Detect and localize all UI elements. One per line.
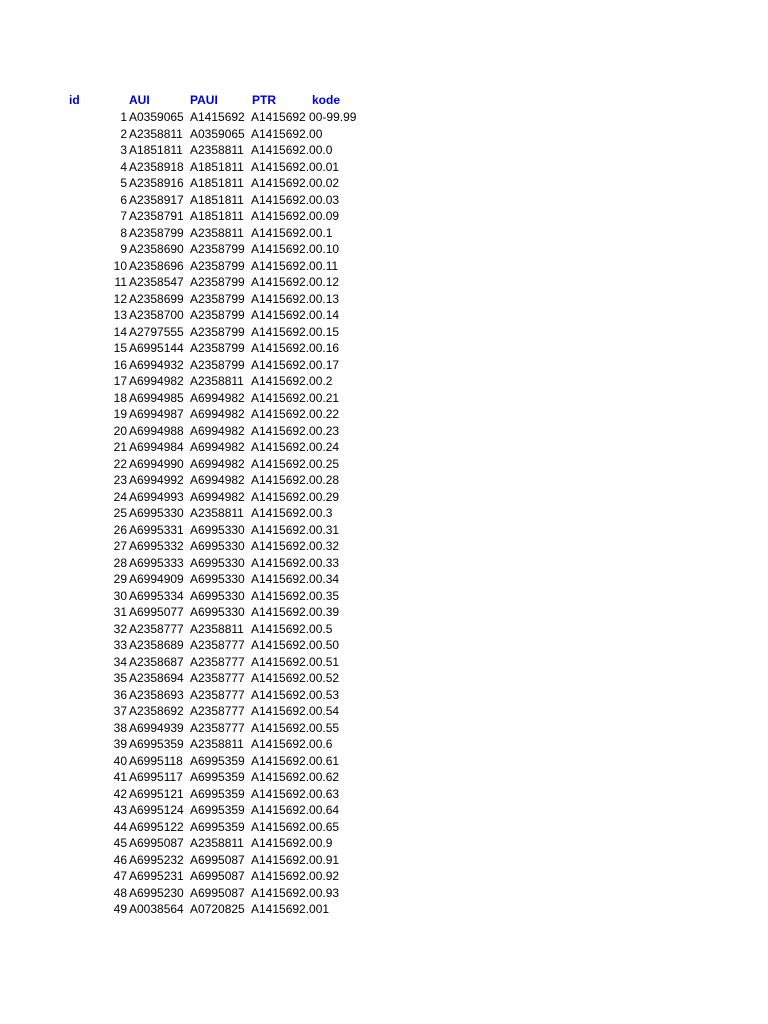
cell-ptr-kode: A1415692.00.39: [251, 605, 340, 619]
cell-ptr-kode: A1415692.00.25: [251, 456, 340, 471]
cell-paui: A2358777: [190, 654, 245, 669]
cell-id: 41: [113, 770, 127, 784]
cell-ptr-kode: A1415692.00.11: [251, 258, 339, 273]
cell-ptr-kode: A1415692.00.32: [251, 539, 340, 553]
cell-ptr-kode: A1415692.00.34: [251, 572, 340, 586]
cell-aui: A2358791: [129, 209, 184, 223]
table-row: [0, 291, 768, 308]
cell-aui: A6995124: [129, 803, 184, 817]
cell-id: 17: [113, 374, 127, 388]
cell-aui: A6994992: [129, 473, 184, 487]
cell-aui: A0359065: [129, 110, 184, 124]
cell-aui: A6995332: [129, 539, 184, 553]
cell-id: 30: [113, 588, 127, 603]
cell-ptr-kode: A1415692.00.92: [251, 869, 340, 883]
cell-paui: A2358799: [190, 258, 245, 273]
table-row: [0, 390, 768, 407]
cell-paui: A2358799: [190, 291, 245, 306]
table-row: [0, 340, 768, 357]
cell-paui: A6994982: [190, 407, 245, 421]
cell-paui: A6994982: [190, 423, 245, 438]
cell-aui: A2358799: [129, 225, 184, 240]
cell-aui: A2358916: [129, 176, 184, 190]
cell-ptr-kode: A1415692.00.12: [251, 275, 340, 289]
cell-ptr-kode: A1415692.00: [251, 126, 323, 141]
table-row: [0, 720, 768, 737]
cell-paui: A6994982: [190, 473, 245, 487]
table-row: [0, 604, 768, 621]
cell-paui: A2358799: [190, 242, 245, 256]
cell-paui: A6995359: [190, 819, 245, 834]
cell-ptr-kode: A1415692.00.2: [251, 374, 333, 388]
cell-aui: A6995230: [129, 885, 184, 900]
cell-id: 19: [113, 407, 127, 421]
cell-aui: A6994993: [129, 489, 184, 504]
cell-aui: A6994909: [129, 572, 184, 586]
cell-aui: A6994987: [129, 407, 184, 421]
cell-aui: A6995087: [129, 836, 184, 850]
table-row: [0, 456, 768, 473]
cell-paui: A6995087: [190, 885, 245, 900]
cell-paui: A2358811: [190, 836, 244, 850]
cell-id: 29: [113, 572, 127, 586]
cell-ptr-kode: A1415692.00.0: [251, 143, 333, 157]
cell-paui: A6995330: [190, 605, 245, 619]
cell-ptr-kode: A1415692.00.1: [251, 225, 333, 240]
cell-ptr-kode: A1415692.00.31: [251, 522, 340, 537]
cell-id: 7: [120, 209, 127, 223]
cell-aui: A2797555: [129, 324, 184, 339]
table-row: [0, 802, 768, 819]
cell-id: 23: [113, 473, 127, 487]
cell-aui: A0038564: [129, 902, 184, 916]
cell-id: 4: [120, 159, 127, 174]
cell-ptr-kode: A1415692.00.54: [251, 704, 340, 718]
table-row: [0, 769, 768, 786]
cell-paui: A6995359: [190, 753, 245, 768]
cell-aui: A2358699: [129, 291, 184, 306]
cell-id: 32: [113, 621, 127, 636]
table-row: [0, 126, 768, 143]
cell-aui: A6995118: [129, 753, 183, 768]
table-row: [0, 423, 768, 440]
table-row: [0, 637, 768, 654]
cell-ptr-kode: A1415692.00.5: [251, 621, 333, 636]
cell-paui: A6994982: [190, 456, 245, 471]
table-row: [0, 373, 768, 390]
cell-aui: A2358689: [129, 638, 184, 652]
table-row: [0, 555, 768, 572]
cell-paui: A2358811: [190, 225, 244, 240]
cell-ptr-kode: A1415692.00.63: [251, 786, 340, 801]
cell-paui: A6995359: [190, 786, 245, 801]
cell-aui: A6995359: [129, 737, 184, 751]
cell-id: 48: [113, 885, 127, 900]
cell-id: 31: [113, 605, 127, 619]
cell-paui: A1851811: [190, 176, 244, 190]
cell-id: 35: [113, 671, 127, 685]
cell-ptr-kode: A1415692.00.23: [251, 423, 340, 438]
cell-ptr-kode: A1415692.00.13: [251, 291, 340, 306]
cell-paui: A6995359: [190, 803, 245, 817]
table-row: [0, 885, 768, 902]
cell-ptr-kode: A1415692.00.02: [251, 176, 340, 190]
cell-ptr-kode: A1415692.00.22: [251, 407, 340, 421]
table-row: [0, 588, 768, 605]
cell-ptr-kode: A1415692 00-99.99: [251, 110, 357, 124]
cell-paui: A2358799: [190, 275, 245, 289]
table-row: [0, 786, 768, 803]
table-row: [0, 241, 768, 258]
cell-aui: A6995331: [129, 522, 184, 537]
cell-aui: A2358777: [129, 621, 184, 636]
cell-aui: A6995122: [129, 819, 184, 834]
cell-paui: A6995087: [190, 869, 245, 883]
cell-aui: A2358917: [129, 192, 184, 207]
table-row: [0, 406, 768, 423]
cell-id: 49: [113, 902, 127, 916]
cell-id: 6: [120, 192, 127, 207]
cell-paui: A2358777: [190, 687, 245, 702]
cell-id: 36: [113, 687, 127, 702]
cell-aui: A6994932: [129, 357, 184, 372]
cell-id: 39: [113, 737, 127, 751]
cell-aui: A6994982: [129, 374, 184, 388]
cell-aui: A6995117: [129, 770, 183, 784]
header-aui: AUI: [129, 93, 150, 107]
cell-id: 43: [113, 803, 127, 817]
cell-ptr-kode: A1415692.00.93: [251, 885, 340, 900]
cell-paui: A6995330: [190, 539, 245, 553]
header-id: id: [69, 93, 80, 107]
cell-aui: A2358700: [129, 308, 184, 322]
cell-id: 26: [113, 522, 127, 537]
table-row: [0, 819, 768, 836]
cell-aui: A2358547: [129, 275, 184, 289]
cell-ptr-kode: A1415692.00.10: [251, 242, 340, 256]
cell-ptr-kode: A1415692.00.28: [251, 473, 340, 487]
cell-ptr-kode: A1415692.00.65: [251, 819, 340, 834]
cell-paui: A6995330: [190, 522, 245, 537]
cell-aui: A6994984: [129, 440, 184, 454]
cell-id: 11: [114, 275, 127, 289]
cell-id: 42: [113, 786, 127, 801]
cell-id: 18: [113, 390, 127, 405]
cell-id: 20: [113, 423, 127, 438]
cell-ptr-kode: A1415692.00.6: [251, 737, 333, 751]
cell-ptr-kode: A1415692.00.33: [251, 555, 340, 570]
table-row: [0, 654, 768, 671]
cell-id: 22: [113, 456, 127, 471]
cell-ptr-kode: A1415692.00.17: [251, 357, 340, 372]
cell-paui: A1851811: [190, 159, 244, 174]
cell-ptr-kode: A1415692.00.91: [251, 852, 340, 867]
cell-paui: A1851811: [190, 192, 244, 207]
cell-paui: A0720825: [190, 902, 245, 916]
table-row: [0, 142, 768, 159]
cell-aui: A6994985: [129, 390, 184, 405]
cell-paui: A2358811: [190, 621, 244, 636]
cell-paui: A6995359: [190, 770, 245, 784]
cell-id: 40: [113, 753, 127, 768]
cell-aui: A6995334: [129, 588, 184, 603]
cell-ptr-kode: A1415692.00.9: [251, 836, 333, 850]
table-row: [0, 901, 768, 918]
cell-aui: A2358694: [129, 671, 184, 685]
cell-ptr-kode: A1415692.00.51: [251, 654, 340, 669]
table-row: [0, 868, 768, 885]
cell-id: 15: [113, 341, 127, 355]
cell-ptr-kode: A1415692.00.24: [251, 440, 340, 454]
header-ptr: PTR: [252, 93, 276, 107]
cell-paui: A6995087: [190, 852, 245, 867]
cell-aui: A2358693: [129, 687, 184, 702]
table-row: [0, 753, 768, 770]
cell-aui: A6995333: [129, 555, 184, 570]
table-row: [0, 505, 768, 522]
cell-aui: A6995330: [129, 506, 184, 520]
cell-id: 33: [113, 638, 127, 652]
cell-ptr-kode: A1415692.00.15: [251, 324, 340, 339]
data-sheet: [0, 91, 768, 918]
cell-paui: A2358811: [190, 374, 244, 388]
cell-id: 1: [120, 110, 127, 124]
table-row: [0, 472, 768, 489]
cell-aui: A2358696: [129, 258, 184, 273]
table-row: [0, 687, 768, 704]
table-row: [0, 159, 768, 176]
cell-id: 13: [113, 308, 127, 322]
cell-paui: A2358811: [190, 143, 244, 157]
table-row: [0, 109, 768, 126]
cell-id: 16: [113, 357, 127, 372]
cell-paui: A6994982: [190, 390, 245, 405]
table-row: [0, 324, 768, 341]
cell-ptr-kode: A1415692.00.14: [251, 308, 340, 322]
cell-ptr-kode: A1415692.00.62: [251, 770, 340, 784]
cell-id: 34: [113, 654, 127, 669]
cell-paui: A6994982: [190, 440, 245, 454]
cell-id: 45: [113, 836, 127, 850]
cell-paui: A2358777: [190, 638, 245, 652]
table-row: [0, 357, 768, 374]
cell-ptr-kode: A1415692.00.35: [251, 588, 340, 603]
cell-id: 5: [120, 176, 127, 190]
table-row: [0, 258, 768, 275]
table-row: [0, 274, 768, 291]
cell-paui: A6995330: [190, 572, 245, 586]
cell-id: 37: [113, 704, 127, 718]
cell-aui: A2358811: [129, 126, 183, 141]
cell-id: 21: [113, 440, 127, 454]
cell-paui: A2358799: [190, 341, 245, 355]
cell-paui: A2358799: [190, 324, 245, 339]
cell-id: 9: [120, 242, 127, 256]
cell-paui: A2358811: [190, 737, 244, 751]
cell-id: 10: [113, 258, 127, 273]
cell-aui: A6995077: [129, 605, 184, 619]
cell-aui: A2358692: [129, 704, 184, 718]
cell-ptr-kode: A1415692.00.3: [251, 506, 333, 520]
cell-id: 12: [113, 291, 127, 306]
cell-aui: A2358918: [129, 159, 184, 174]
table-row: [0, 175, 768, 192]
cell-paui: A1851811: [190, 209, 244, 223]
cell-aui: A6994988: [129, 423, 184, 438]
cell-aui: A2358687: [129, 654, 184, 669]
cell-paui: A2358799: [190, 357, 245, 372]
cell-ptr-kode: A1415692.00.52: [251, 671, 340, 685]
cell-ptr-kode: A1415692.00.50: [251, 638, 340, 652]
cell-ptr-kode: A1415692.00.61: [251, 753, 340, 768]
cell-paui: A2358777: [190, 704, 245, 718]
cell-id: 3: [120, 143, 127, 157]
cell-paui: A0359065: [190, 126, 245, 141]
cell-paui: A2358777: [190, 720, 245, 735]
cell-paui: A1415692: [190, 110, 245, 124]
cell-ptr-kode: A1415692.00.55: [251, 720, 340, 735]
cell-paui: A6994982: [190, 489, 245, 504]
header-kode: kode: [312, 93, 341, 107]
cell-aui: A6995144: [129, 341, 184, 355]
cell-ptr-kode: A1415692.00.53: [251, 687, 340, 702]
cell-ptr-kode: A1415692.00.16: [251, 341, 340, 355]
cell-aui: A2358690: [129, 242, 184, 256]
table-row: [0, 225, 768, 242]
cell-id: 44: [113, 819, 127, 834]
table-row: [0, 670, 768, 687]
cell-id: 8: [120, 225, 127, 240]
cell-id: 28: [113, 555, 127, 570]
cell-ptr-kode: A1415692.00.64: [251, 803, 340, 817]
table-row: [0, 852, 768, 869]
table-row: [0, 192, 768, 209]
cell-id: 46: [113, 852, 127, 867]
cell-ptr-kode: A1415692.001: [251, 902, 330, 916]
table-row: [0, 307, 768, 324]
table-body: [0, 109, 768, 918]
cell-id: 2: [120, 126, 127, 141]
cell-aui: A6994939: [129, 720, 184, 735]
cell-id: 25: [113, 506, 127, 520]
cell-id: 47: [113, 869, 127, 883]
table-row: [0, 703, 768, 720]
cell-id: 27: [113, 539, 127, 553]
cell-aui: A6995232: [129, 852, 184, 867]
table-row: [0, 835, 768, 852]
table-row: [0, 538, 768, 555]
cell-aui: A6995121: [129, 786, 184, 801]
cell-paui: A6995330: [190, 588, 245, 603]
table-row: [0, 439, 768, 456]
cell-aui: A6995231: [129, 869, 184, 883]
cell-ptr-kode: A1415692.00.01: [251, 159, 340, 174]
cell-paui: A2358811: [190, 506, 244, 520]
header-row: [0, 91, 768, 109]
cell-paui: A6995330: [190, 555, 245, 570]
cell-paui: A2358777: [190, 671, 245, 685]
cell-ptr-kode: A1415692.00.09: [251, 209, 340, 223]
cell-id: 14: [113, 324, 127, 339]
table-row: [0, 522, 768, 539]
cell-ptr-kode: A1415692.00.21: [251, 390, 340, 405]
table-row: [0, 736, 768, 753]
cell-ptr-kode: A1415692.00.03: [251, 192, 340, 207]
header-paui: PAUI: [190, 93, 218, 107]
cell-id: 38: [113, 720, 127, 735]
cell-aui: A6994990: [129, 456, 184, 471]
cell-id: 24: [113, 489, 127, 504]
cell-paui: A2358799: [190, 308, 245, 322]
table-row: [0, 571, 768, 588]
table-row: [0, 621, 768, 638]
cell-aui: A1851811: [129, 143, 183, 157]
table-row: [0, 208, 768, 225]
table-row: [0, 489, 768, 506]
cell-ptr-kode: A1415692.00.29: [251, 489, 340, 504]
